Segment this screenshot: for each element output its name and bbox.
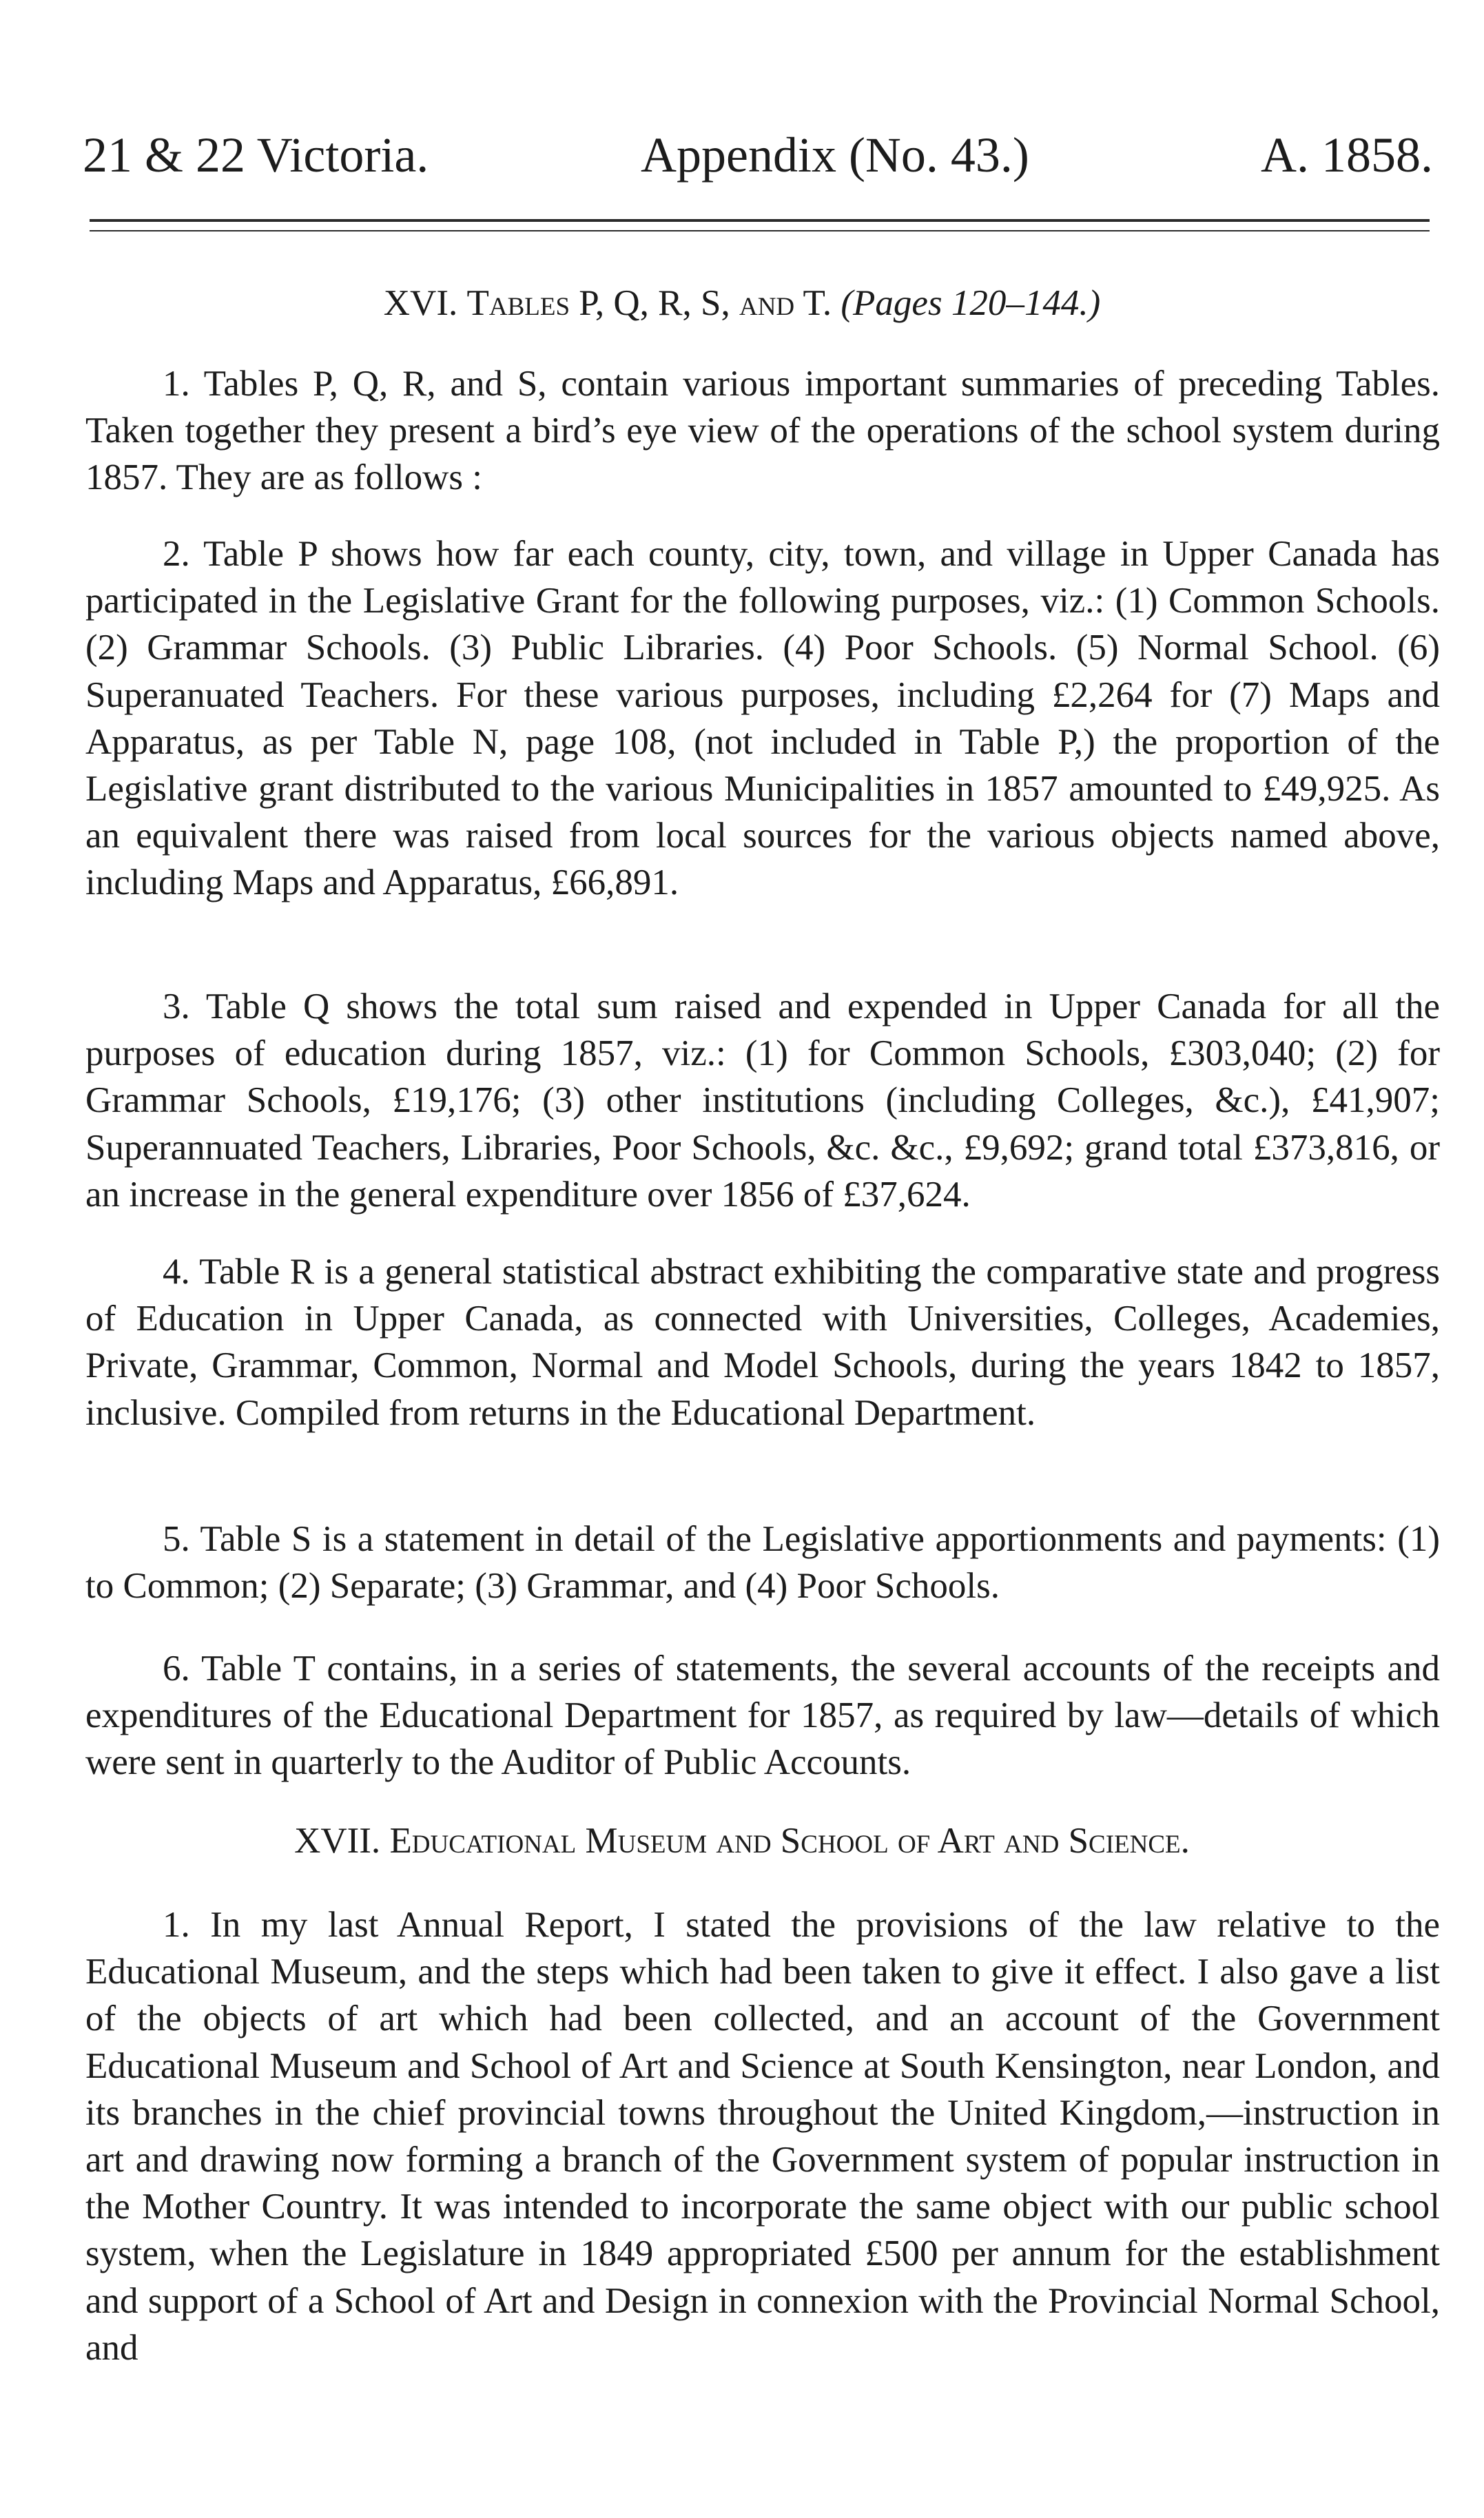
section-title: Tables P, Q, R, S, and T.: [466, 283, 832, 323]
header-appendix: Appendix (No. 43.): [641, 127, 1029, 183]
section-heading-xvi: [0, 279, 1484, 327]
section-title: Educational Museum and School of Art and Science.: [389, 1821, 1190, 1861]
paragraph-16-6: 6. Table T contains, in a series of statements, the several accounts of the receipts and expenditures of the Educational Department for 1857, as required by law—details of which were sent in quarterly to the Auditor of Public Accounts.: [85, 1649, 1440, 1783]
section-number: XVII.: [294, 1821, 381, 1861]
section-heading-xvii: [0, 1817, 1484, 1865]
header-rule-thin: [90, 230, 1430, 231]
paragraph-17-1: 1. In my last Annual Report, I stated the provisions of the law relative to the Educational Museum, and the steps which had been taken to give it effect. I also gave a list of the objects of art which had been collected, and an account of the Government Educational Museum and School of Art and Science at South Kensington, near London, and its branches in the chief provincial towns throughout the United Kingdom,—instruction in art and drawing now forming a branch of the Government system of popular instruction in the Mother Country. It was intended to incorporate the same object with our public school system, when the Legislature in 1849 appropriated £500 per annum for the establishment and support of a School of Art and Design in connexion with the Provincial Normal School, and: [85, 1905, 1440, 2368]
paragraph-16-3: 3. Table Q shows the total sum raised and expended in Upper Canada for all the purposes of education during 1857, viz.: (1) for Common Schools, £303,040; (2) for Grammar Schools, £19,176; (3) other institutions (including Colleges, &c.), £41,907; Superannuated Teachers, Libraries, Poor Schools, &c. &c., £9,692; grand total £373,816, or an increase in the general expenditure over 1856 of £37,624.: [85, 987, 1440, 1215]
page-header: [83, 117, 1433, 193]
section-pages: (Pages 120–144.): [841, 283, 1101, 323]
section-number: XVI.: [383, 283, 458, 323]
paragraph-16-2: 2. Table P shows how far each county, city, town, and village in Upper Canada has participated in the Legislative Grant for the following purposes, viz.: (1) Common Schools. (2) Grammar Schools. (3) Public Libraries. (4) Poor Schools. (5) Normal School. (6) Superanuated Teachers. For these various purposes, including £2,264 for (7) Maps and Apparatus, as per Table N, page 108, (not included in Table P,) the proportion of the Legislative grant distributed to the various Municipalities in 1857 amounted to £49,925. As an equivalent there was raised from local sources for the various objects named above, including Maps and Apparatus, £66,891.: [85, 534, 1440, 903]
paragraph-16-5: 5. Table S is a statement in detail of the Legislative apportionments and payments: (1) to Common; (2) Separate; (3) Grammar, and (4) Poor Schools.: [85, 1519, 1440, 1607]
paragraph-16-1: 1. Tables P, Q, R, and S, contain various important summaries of preceding Tables. Taken together they present a bird’s eye view of the operations of the school system during 1857. They are as follows :: [85, 364, 1440, 498]
header-year: A. 1858.: [1261, 127, 1433, 183]
header-rule-thick: [90, 219, 1430, 222]
header-session: 21 & 22 Victoria.: [83, 127, 429, 183]
paragraph-16-4: 4. Table R is a general statistical abstract exhibiting the comparative state and progress of Education in Upper Canada, as connected with Universities, Colleges, Academies, Private, Grammar, Common, Normal and Model Schools, during the years 1842 to 1857, inclusive. Compiled from returns in the Educational Department.: [85, 1252, 1440, 1433]
